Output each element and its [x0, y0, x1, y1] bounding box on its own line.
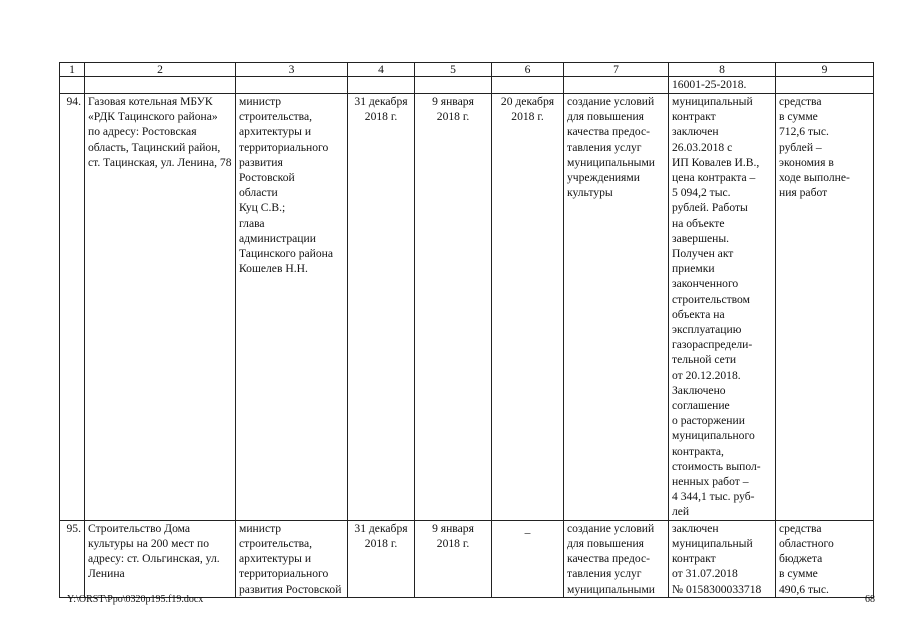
page-number: 68 [865, 594, 875, 605]
responsible-cell: министр строительства, архитектуры и территориального развития Ростовской области Куц С.В.; глава администрации Тацинского района Кошелев Н.Н. [236, 94, 348, 521]
column-header: 3 [236, 63, 348, 77]
table-cell [60, 77, 85, 94]
deadline-cell: 31 декабря 2018 г. [348, 94, 415, 521]
column-number-header-row [60, 63, 874, 77]
file-path-footer: Y:\ORST\Ppo\0320p195.f19.docx [67, 594, 204, 605]
end-date-cell: _ [492, 520, 564, 597]
start-date-cell: 9 января 2018 г. [415, 94, 492, 521]
funds-cell: средства областного бюджета в сумме 490,6 тыс. [776, 520, 874, 597]
status-cell: заключен муниципальный контракт от 31.07.2018 № 0158300033718 [669, 520, 776, 597]
funds-cell: средства в сумме 712,6 тыс. рублей – экономия в ходе выполне- ния работ [776, 94, 874, 521]
column-header: 6 [492, 63, 564, 77]
table-cell [776, 77, 874, 94]
column-header: 7 [564, 63, 669, 77]
column-header: 9 [776, 63, 874, 77]
table-cell [236, 77, 348, 94]
object-name-cell: Строительство Дома культуры на 200 мест по адресу: ст. Ольгинская, ул. Ленина [85, 520, 236, 597]
status-cell: муниципальный контракт заключен 26.03.2018 с ИП Ковалев И.В., цена контракта – 5 094,2 тыс. рублей. Работы на объекте завершены. Получен акт приемки законченного строительством объекта на эксплуатацию газораспредели- тельной сети от 20.12.2018. Заключено соглашение о расторжении муниципального контракта, стоимость выпол- ненных работ – 4 344,1 тыс. руб- лей [669, 94, 776, 521]
end-date-cell: 20 декабря 2018 г. [492, 94, 564, 521]
deadline-cell: 31 декабря 2018 г. [348, 520, 415, 597]
responsible-cell: министр строительства, архитектуры и территориального развития Ростовской [236, 520, 348, 597]
table-cell [415, 77, 492, 94]
table-cell [85, 77, 236, 94]
goal-cell: создание условий для повышения качества предос- тавления услуг муниципальными учреждениями культуры [564, 94, 669, 521]
column-header: 4 [348, 63, 415, 77]
row-number: 94. [60, 94, 85, 521]
start-date-cell: 9 января 2018 г. [415, 520, 492, 597]
table-cell [492, 77, 564, 94]
table-row [60, 520, 874, 597]
table-row [60, 94, 874, 521]
column-header: 1 [60, 63, 85, 77]
column-header: 5 [415, 63, 492, 77]
table-cell [348, 77, 415, 94]
object-name-cell: Газовая котельная МБУК «РДК Тацинского района» по адресу: Ростовская область, Тацинский район, ст. Тацинская, ул. Ленина, 78 [85, 94, 236, 521]
row-number: 95. [60, 520, 85, 597]
table-cell [564, 77, 669, 94]
contract-continuation-cell: 16001-25-2018. [669, 77, 776, 94]
projects-table [59, 62, 874, 598]
goal-cell: создание условий для повышения качества предос- тавления услуг муниципальными [564, 520, 669, 597]
continuation-row [60, 77, 874, 94]
column-header: 8 [669, 63, 776, 77]
column-header: 2 [85, 63, 236, 77]
